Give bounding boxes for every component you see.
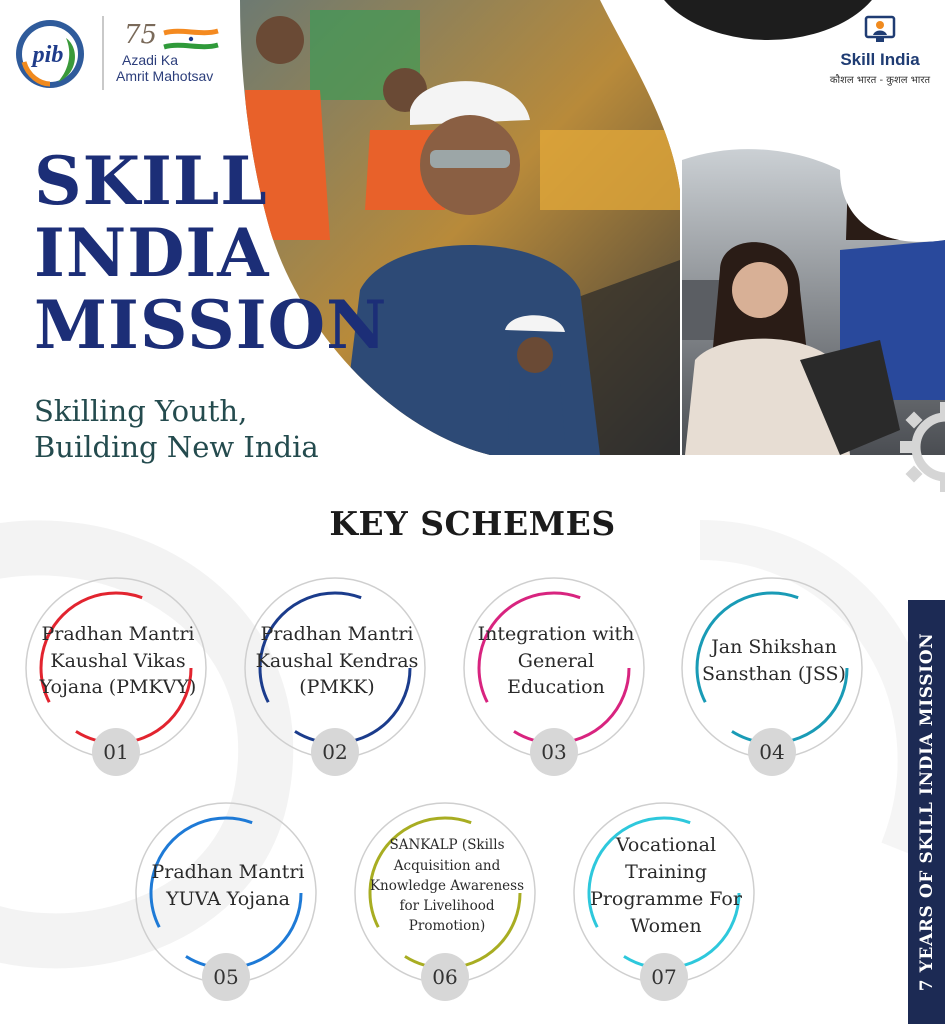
- gear-icon: [888, 392, 945, 502]
- key-schemes-title: KEY SCHEMES: [329, 504, 616, 543]
- azadi-number: 75: [124, 20, 158, 50]
- subtitle-line-2: Building New India: [34, 430, 319, 465]
- scheme-card-02: [237, 568, 437, 782]
- scheme-label: Jan Shikshan Sansthan (JSS): [702, 636, 846, 685]
- scheme-number: 06: [421, 953, 469, 1001]
- scheme-number: 07: [640, 953, 688, 1001]
- scheme-label: SANKALP (Skills Acquisition and Knowledge Awareness for Livelihood Promotion): [369, 837, 525, 935]
- scheme-label: Vocational Training Programme For Women: [590, 834, 742, 937]
- scheme-number: 01: [92, 728, 140, 776]
- skill-india-tagline: कौशल भारत - कुशल भारत: [829, 75, 931, 86]
- hero-title: [34, 142, 454, 364]
- scheme-card-07: [566, 793, 766, 1007]
- scheme-card-05: [128, 793, 328, 1007]
- scheme-label: Pradhan Mantri Kaushal Kendras (PMKK): [255, 622, 419, 699]
- title-line-2: INDIA: [34, 214, 270, 292]
- scheme-label: Integration with General Education: [477, 622, 635, 699]
- tricolor-flag-icon: [162, 28, 220, 50]
- azadi-ka-amrit-mahotsav-logo: [116, 20, 234, 88]
- logo-divider: [102, 16, 104, 90]
- hero-subtitle: [34, 393, 319, 466]
- scheme-label: Pradhan Mantri Kaushal Vikas Yojana (PMKVY): [39, 622, 197, 699]
- scheme-card-06: [347, 793, 547, 1007]
- scheme-card-03: [456, 568, 656, 782]
- skill-india-name: Skill India: [840, 50, 920, 69]
- title-line-3: MISSION: [34, 286, 388, 364]
- scheme-number: 03: [530, 728, 578, 776]
- azadi-line1: Azadi Ka: [122, 52, 179, 68]
- scheme-card-04: [674, 568, 874, 782]
- title-line-1: SKILL: [34, 142, 268, 220]
- scheme-label: Pradhan Mantri YUVA Yojana: [151, 861, 305, 910]
- pib-logo: [14, 18, 86, 90]
- scheme-number: 05: [202, 953, 250, 1001]
- scheme-number: 04: [748, 728, 796, 776]
- side-banner-text: 7 YEARS OF SKILL INDIA MISSION: [917, 632, 937, 992]
- subtitle-line-1: Skilling Youth,: [34, 394, 248, 428]
- scheme-card-01: [18, 568, 218, 782]
- svg-text:pib: pib: [32, 42, 64, 68]
- scheme-number: 02: [311, 728, 359, 776]
- azadi-line2: Amrit Mahotsav: [116, 68, 214, 84]
